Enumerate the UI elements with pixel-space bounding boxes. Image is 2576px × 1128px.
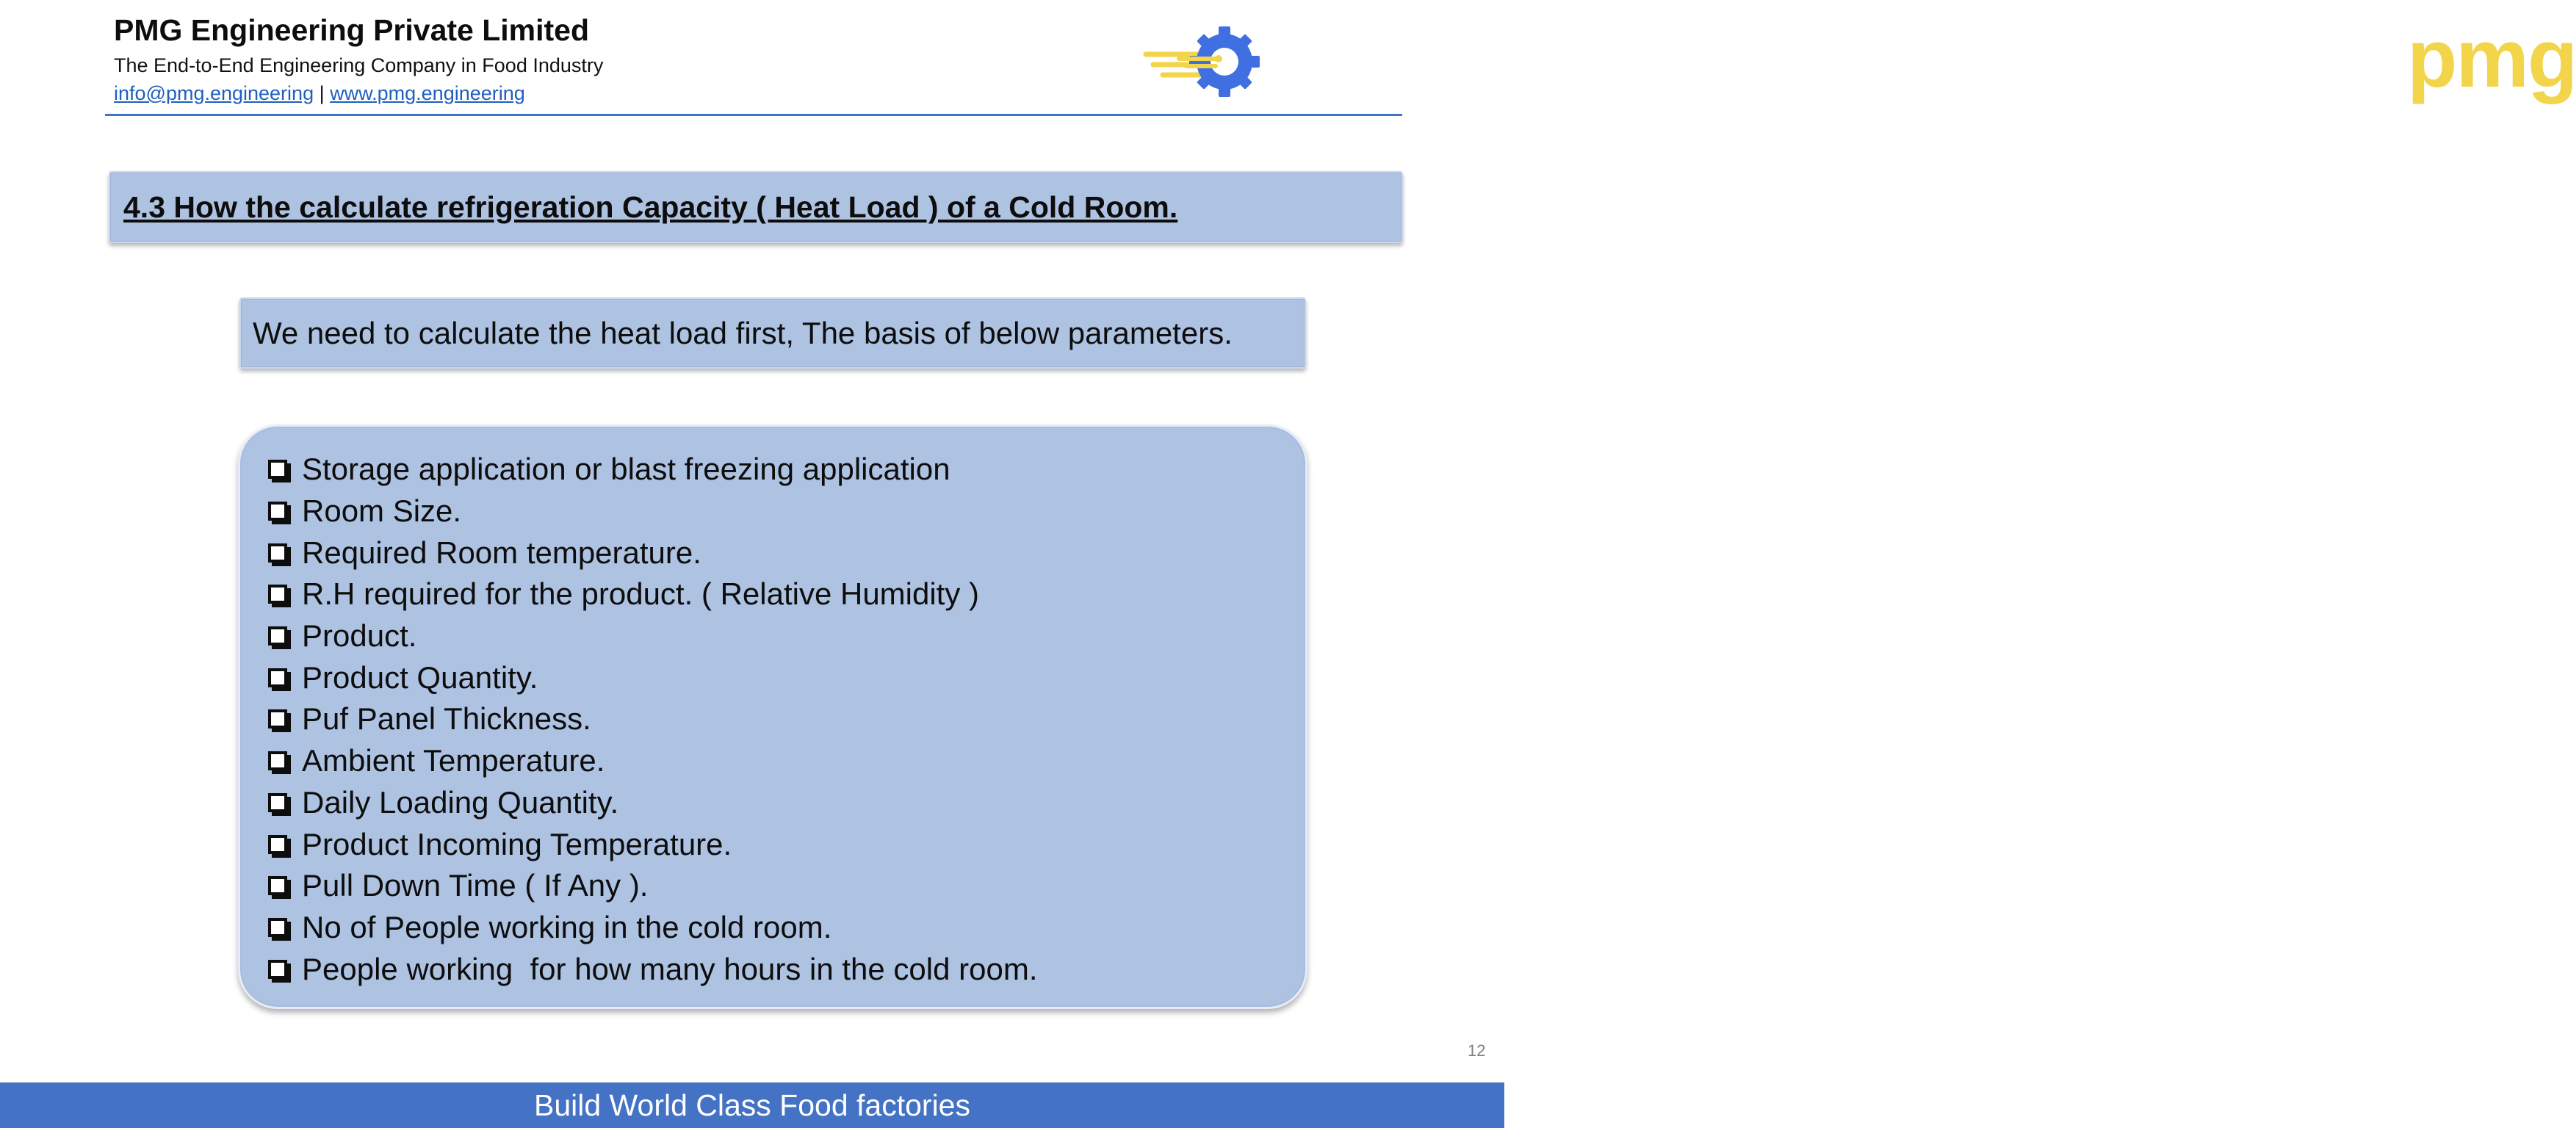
list-item-text: Pull Down Time ( If Any ).	[302, 868, 649, 903]
list-item	[268, 823, 1038, 865]
slide-title-box	[109, 171, 1403, 243]
list-item-text: Product.	[302, 618, 417, 654]
list-item-text: Puf Panel Thickness.	[302, 701, 591, 737]
company-tagline: The End-to-End Engineering Company in Food Industry	[114, 54, 604, 76]
list-item-text: Product Quantity.	[302, 659, 538, 695]
checkbox-bullet-icon	[268, 668, 287, 687]
checkbox-bullet-icon	[268, 960, 287, 979]
list-item	[268, 449, 1038, 491]
checkbox-bullet-icon	[268, 585, 287, 604]
list-item	[268, 782, 1038, 824]
list-item-text: Storage application or blast freezing application	[302, 452, 950, 487]
website-link[interactable]: www.pmg.engineering	[330, 82, 525, 104]
intro-text: We need to calculate the heat load first, The basis of below parameters.	[253, 315, 1233, 350]
list-item	[268, 532, 1038, 574]
checkbox-bullet-icon	[268, 502, 287, 521]
checkbox-bullet-icon	[268, 918, 287, 937]
list-item	[268, 615, 1038, 657]
checkbox-bullet-icon	[268, 876, 287, 895]
slide-title: 4.3 How the calculate refrigeration Capacity ( Heat Load ) of a Cold Room.	[123, 189, 1178, 224]
contact-links	[114, 82, 525, 105]
list-item	[268, 574, 1038, 615]
checkbox-bullet-icon	[268, 626, 287, 646]
list-item-text: Product Incoming Temperature.	[302, 826, 732, 861]
list-item-text: Room Size.	[302, 494, 462, 529]
checkbox-bullet-icon	[268, 709, 287, 728]
list-item-text: R.H required for the product. ( Relative Humidity )	[302, 576, 980, 612]
pmg-logo	[1142, 12, 2576, 104]
footer-text: Build World Class Food factories	[534, 1088, 970, 1122]
list-item-text: No of People working in the cold room.	[302, 909, 832, 944]
company-name: PMG Engineering Private Limited	[114, 13, 590, 47]
list-item	[268, 948, 1038, 990]
checkbox-bullet-icon	[268, 543, 287, 563]
list-item	[268, 865, 1038, 907]
checkbox-bullet-icon	[268, 751, 287, 770]
list-item-text: People working for how many hours in the cold room.	[302, 951, 1038, 986]
logo-wordmark: pmg	[2407, 12, 2576, 104]
list-item	[268, 907, 1038, 949]
list-item-text: Required Room temperature.	[302, 535, 701, 570]
list-item	[268, 657, 1038, 698]
checkbox-bullet-icon	[268, 793, 287, 812]
page-number: 12	[1468, 1041, 1486, 1060]
parameters-list	[268, 449, 1038, 990]
parameters-box	[238, 424, 1307, 1009]
list-item-text: Ambient Temperature.	[302, 743, 605, 778]
list-item	[268, 698, 1038, 740]
header-divider	[105, 114, 1402, 116]
list-item-text: Daily Loading Quantity.	[302, 784, 619, 820]
intro-box	[239, 297, 1306, 369]
checkbox-bullet-icon	[268, 835, 287, 854]
list-item	[268, 740, 1038, 782]
list-item	[268, 491, 1038, 532]
checkbox-bullet-icon	[268, 460, 287, 479]
footer-bar	[0, 1082, 1504, 1128]
gear-logo-icon	[1142, 16, 1267, 104]
email-link[interactable]: info@pmg.engineering	[114, 82, 314, 104]
link-separator: |	[314, 82, 331, 104]
